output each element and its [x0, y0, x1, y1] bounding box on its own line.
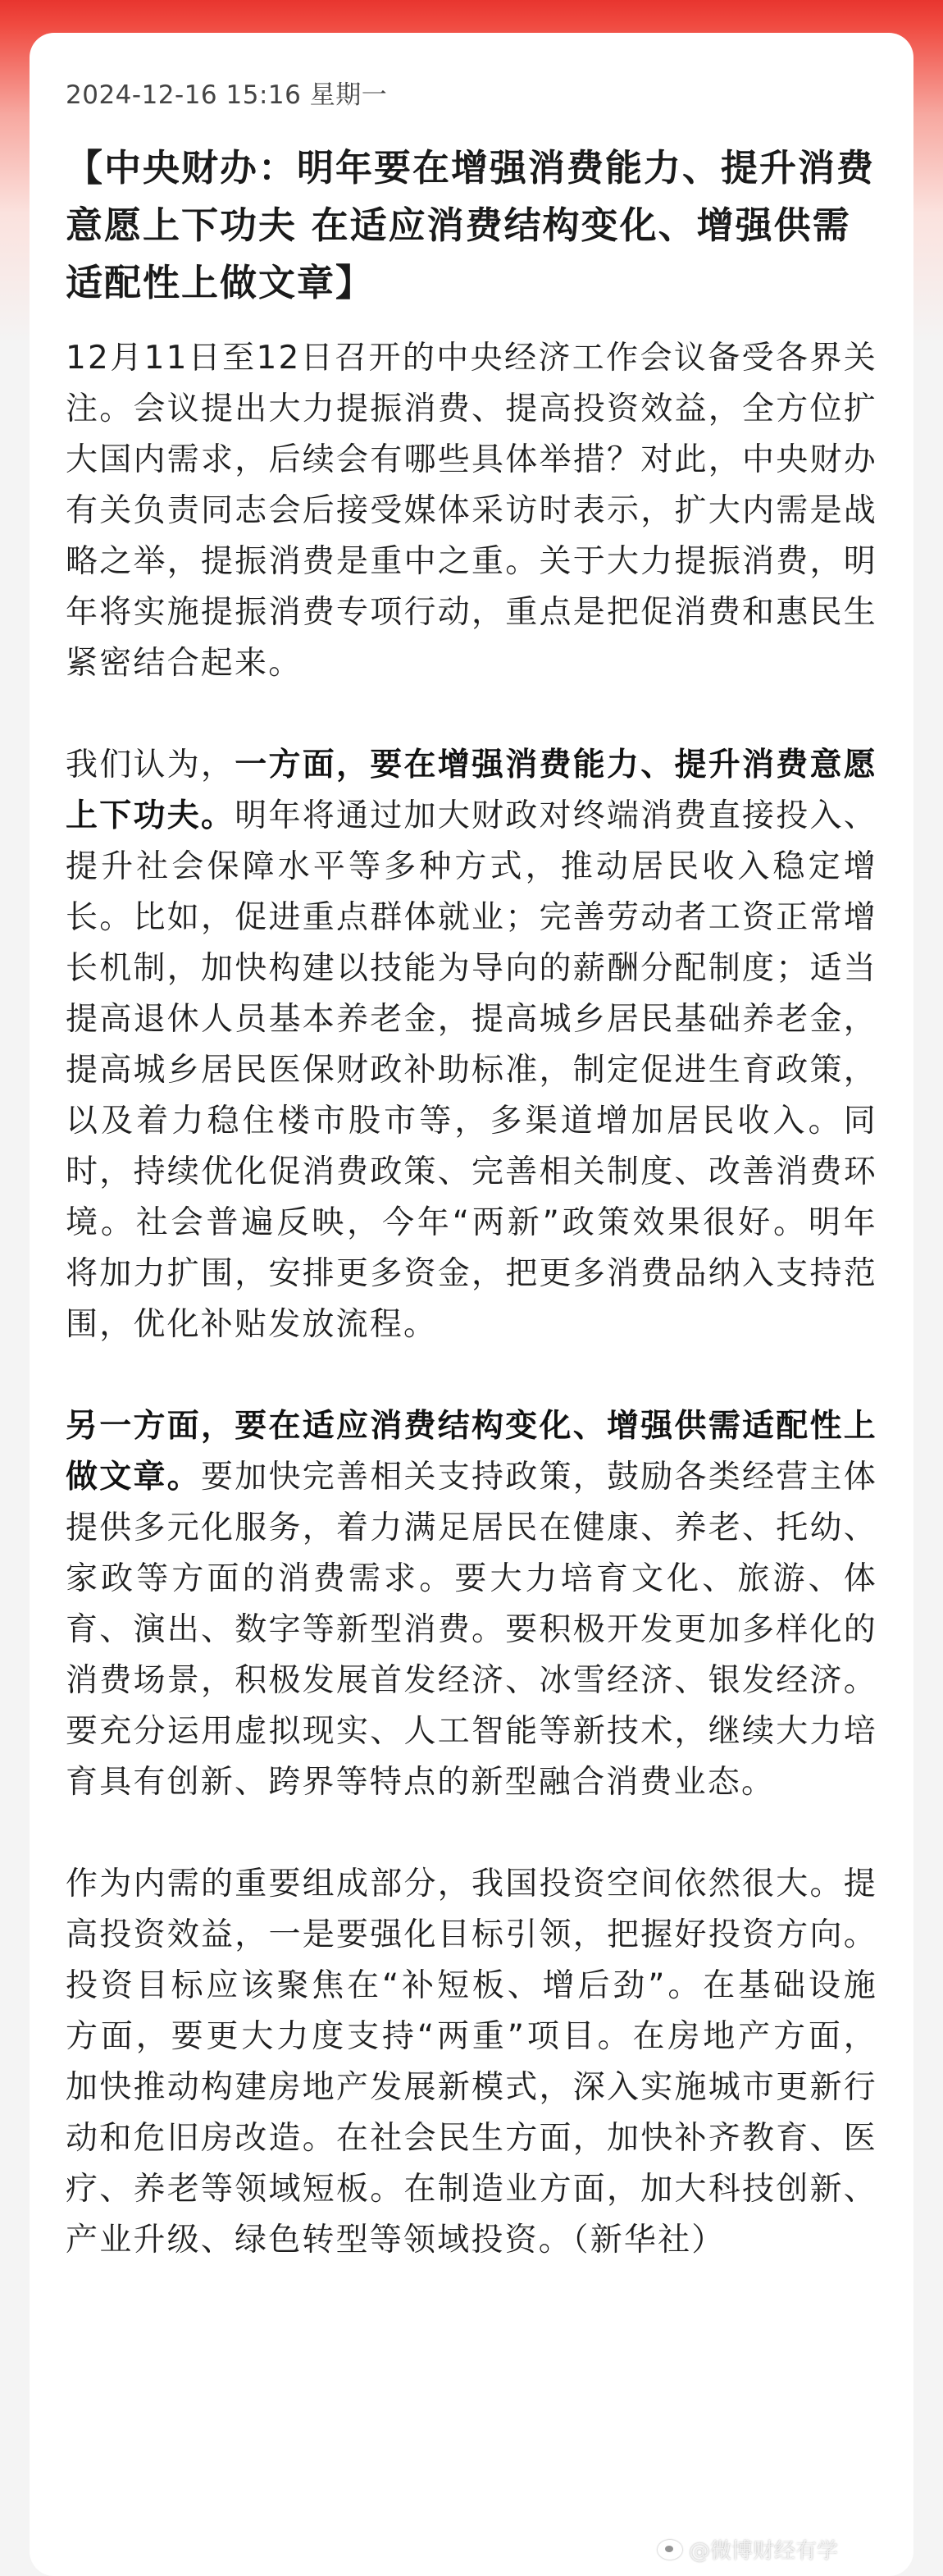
paragraph-emphasis: 一方面，要在增强消费能力、提升消费意愿上下功夫。 — [66, 747, 877, 834]
watermark-text: @微博财经有学 — [688, 2539, 838, 2564]
post-timestamp: 2024-12-16 15:16 星期一 — [66, 80, 388, 110]
paragraph-lead: 我们认为， — [66, 747, 235, 783]
paragraph-2 — [66, 740, 877, 1350]
paragraph-text: 明年将通过加大财政对终端消费直接投入、提升社会保障水平等多种方式，推动居民收入稳定增长。比如，促进重点群体就业；完善劳动者工资正常增长机制，加快构建以技能为导向的薪酬分配制度；适当提高退休人员基本养老金，提高城乡居民基础养老金，提高城乡居民医保财政补助标准，制定促进生育政策，以及着力稳住楼市股市等，多渠道增加居民收入。同时，持续优化促消费政策、完善相关制度、改善消费环境。社会普遍反映，今年“两新”政策效果很好。明年将加力扩围，安排更多资金，把更多消费品纳入支持范围，优化补贴发放流程。 — [66, 797, 877, 1343]
paragraph-text: 作为内需的重要组成部分，我国投资空间依然很大。提高投资效益，一是要强化目标引领，把握好投资方向。投资目标应该聚焦在“补短板、增后劲”。在基础设施方面，要更大力度支持“两重”项目。在房地产方面，加快推动构建房地产发展新模式，深入实施城市更新行动和危旧房改造。在社会民生方面，加快补齐教育、医疗、养老等领域短板。在制造业方面，加大科技创新、产业升级、绿色转型等领域投资。（新华社） — [66, 1866, 877, 2259]
watermark — [658, 2534, 838, 2565]
paragraph-4 — [66, 1859, 877, 2266]
paragraph-text: 要加快完善相关支持政策，鼓励各类经营主体提供多元化服务，着力满足居民在健康、养老、托幼、家政等方面的消费需求。要大力培育文化、旅游、体育、演出、数字等新型消费。要积极开发更加多样化的消费场景，积极发展首发经济、冰雪经济、银发经济。要充分运用虚拟现实、人工智能等新技术，继续大力培育具有创新、跨界等特点的新型融合消费业态。 — [66, 1459, 877, 1801]
paragraph-3 — [66, 1401, 877, 1808]
paragraph-text: 12月11日至12日召开的中央经济工作会议备受各界关注。会议提出大力提振消费、提高投资效益，全方位扩大国内需求，后续会有哪些具体举措？对此，中央财办有关负责同志会后接受媒体采访时表示，扩大内需是战略之举，提振消费是重中之重。关于大力提振消费，明年将实施提振消费专项行动，重点是把促消费和惠民生紧密结合起来。 — [66, 340, 877, 682]
paragraph-1 — [66, 333, 877, 689]
post-headline: 【中央财办：明年要在增强消费能力、提升消费意愿上下功夫 在适应消费结构变化、增强供需适配性上做文章】 — [66, 146, 876, 304]
post-card — [30, 33, 913, 2576]
weibo-logo-icon — [658, 2540, 682, 2560]
post-body — [66, 333, 877, 2266]
paragraph-emphasis: 另一方面，要在适应消费结构变化、增强供需适配性上做文章。 — [66, 1408, 877, 1496]
